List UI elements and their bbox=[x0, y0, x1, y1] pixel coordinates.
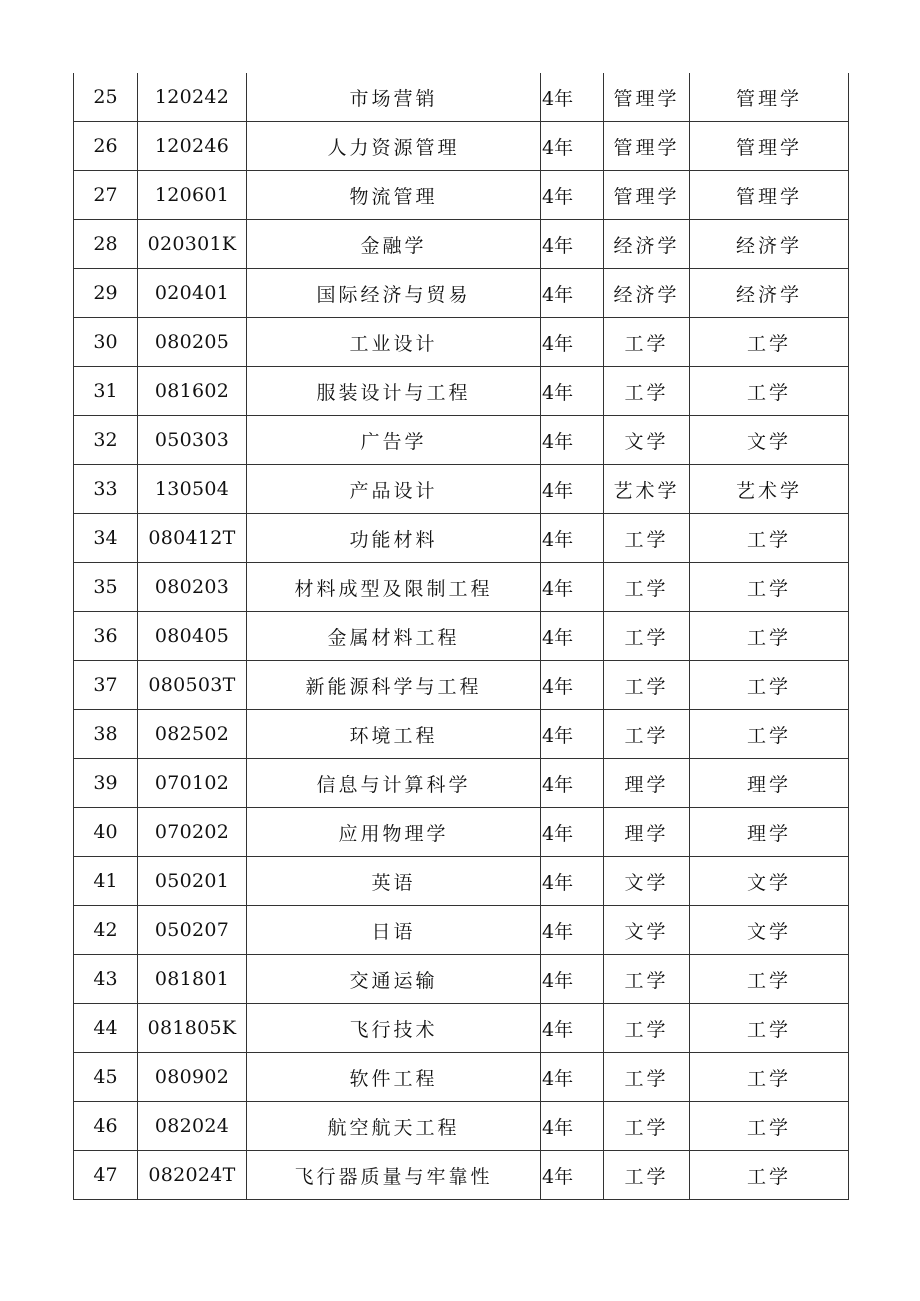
discipline-category-cell: 工学 bbox=[604, 710, 690, 759]
degree-type-cell: 工学 bbox=[690, 612, 849, 661]
row-number-cell: 39 bbox=[74, 759, 138, 808]
discipline-category-cell: 文学 bbox=[604, 857, 690, 906]
major-name-cell: 日语 bbox=[247, 906, 541, 955]
major-code-cell: 081801 bbox=[138, 955, 247, 1004]
row-number-cell: 36 bbox=[74, 612, 138, 661]
table-row bbox=[74, 563, 849, 612]
degree-type-cell: 文学 bbox=[690, 416, 849, 465]
major-code-cell: 082024 bbox=[138, 1102, 247, 1151]
table-row bbox=[74, 955, 849, 1004]
major-code-cell: 070202 bbox=[138, 808, 247, 857]
major-name-cell: 金属材料工程 bbox=[247, 612, 541, 661]
major-name-cell: 环境工程 bbox=[247, 710, 541, 759]
major-name-cell: 新能源科学与工程 bbox=[247, 661, 541, 710]
discipline-category-cell: 艺术学 bbox=[604, 465, 690, 514]
degree-type-cell: 工学 bbox=[690, 1053, 849, 1102]
degree-type-cell: 理学 bbox=[690, 759, 849, 808]
row-number-cell: 47 bbox=[74, 1151, 138, 1200]
row-number-cell: 46 bbox=[74, 1102, 138, 1151]
degree-type-cell: 工学 bbox=[690, 563, 849, 612]
discipline-category-cell: 理学 bbox=[604, 808, 690, 857]
row-number-cell: 45 bbox=[74, 1053, 138, 1102]
table-row bbox=[74, 710, 849, 759]
major-name-cell: 软件工程 bbox=[247, 1053, 541, 1102]
duration-cell: 4年 bbox=[541, 612, 604, 661]
major-code-cell: 020301K bbox=[138, 220, 247, 269]
table-row bbox=[74, 514, 849, 563]
major-name-cell: 金融学 bbox=[247, 220, 541, 269]
table-row bbox=[74, 1151, 849, 1200]
degree-type-cell: 工学 bbox=[690, 710, 849, 759]
table-row bbox=[74, 857, 849, 906]
major-name-cell: 材料成型及限制工程 bbox=[247, 563, 541, 612]
table-row bbox=[74, 318, 849, 367]
row-number-cell: 43 bbox=[74, 955, 138, 1004]
degree-type-cell: 经济学 bbox=[690, 269, 849, 318]
duration-cell: 4年 bbox=[541, 465, 604, 514]
major-code-cell: 120246 bbox=[138, 122, 247, 171]
discipline-category-cell: 管理学 bbox=[604, 73, 690, 122]
discipline-category-cell: 工学 bbox=[604, 1102, 690, 1151]
table-row bbox=[74, 416, 849, 465]
discipline-category-cell: 工学 bbox=[604, 514, 690, 563]
table-row bbox=[74, 808, 849, 857]
table-row bbox=[74, 906, 849, 955]
row-number-cell: 34 bbox=[74, 514, 138, 563]
duration-cell: 4年 bbox=[541, 269, 604, 318]
discipline-category-cell: 理学 bbox=[604, 759, 690, 808]
row-number-cell: 44 bbox=[74, 1004, 138, 1053]
duration-cell: 4年 bbox=[541, 955, 604, 1004]
table-row bbox=[74, 220, 849, 269]
table-row bbox=[74, 367, 849, 416]
major-code-cell: 070102 bbox=[138, 759, 247, 808]
row-number-cell: 31 bbox=[74, 367, 138, 416]
major-code-cell: 080902 bbox=[138, 1053, 247, 1102]
duration-cell: 4年 bbox=[541, 122, 604, 171]
major-code-cell: 120242 bbox=[138, 73, 247, 122]
table-row bbox=[74, 612, 849, 661]
degree-type-cell: 工学 bbox=[690, 514, 849, 563]
duration-cell: 4年 bbox=[541, 563, 604, 612]
major-code-cell: 082502 bbox=[138, 710, 247, 759]
discipline-category-cell: 工学 bbox=[604, 661, 690, 710]
discipline-category-cell: 工学 bbox=[604, 563, 690, 612]
row-number-cell: 27 bbox=[74, 171, 138, 220]
major-code-cell: 080205 bbox=[138, 318, 247, 367]
discipline-category-cell: 工学 bbox=[604, 1004, 690, 1053]
duration-cell: 4年 bbox=[541, 416, 604, 465]
degree-type-cell: 文学 bbox=[690, 857, 849, 906]
table-row bbox=[74, 1004, 849, 1053]
duration-cell: 4年 bbox=[541, 318, 604, 367]
major-name-cell: 功能材料 bbox=[247, 514, 541, 563]
discipline-category-cell: 管理学 bbox=[604, 171, 690, 220]
major-code-cell: 081805K bbox=[138, 1004, 247, 1053]
degree-type-cell: 工学 bbox=[690, 1004, 849, 1053]
discipline-category-cell: 工学 bbox=[604, 955, 690, 1004]
duration-cell: 4年 bbox=[541, 514, 604, 563]
major-name-cell: 应用物理学 bbox=[247, 808, 541, 857]
majors-table-body bbox=[74, 73, 849, 1200]
major-code-cell: 082024T bbox=[138, 1151, 247, 1200]
major-code-cell: 130504 bbox=[138, 465, 247, 514]
discipline-category-cell: 经济学 bbox=[604, 220, 690, 269]
major-code-cell: 050303 bbox=[138, 416, 247, 465]
major-name-cell: 工业设计 bbox=[247, 318, 541, 367]
degree-type-cell: 工学 bbox=[690, 1151, 849, 1200]
major-code-cell: 080503T bbox=[138, 661, 247, 710]
discipline-category-cell: 工学 bbox=[604, 1151, 690, 1200]
table-row bbox=[74, 171, 849, 220]
major-code-cell: 050207 bbox=[138, 906, 247, 955]
duration-cell: 4年 bbox=[541, 906, 604, 955]
row-number-cell: 29 bbox=[74, 269, 138, 318]
table-row bbox=[74, 661, 849, 710]
degree-type-cell: 工学 bbox=[690, 955, 849, 1004]
discipline-category-cell: 文学 bbox=[604, 906, 690, 955]
table-row bbox=[74, 269, 849, 318]
row-number-cell: 42 bbox=[74, 906, 138, 955]
major-name-cell: 服装设计与工程 bbox=[247, 367, 541, 416]
major-code-cell: 120601 bbox=[138, 171, 247, 220]
discipline-category-cell: 工学 bbox=[604, 318, 690, 367]
duration-cell: 4年 bbox=[541, 73, 604, 122]
degree-type-cell: 管理学 bbox=[690, 171, 849, 220]
duration-cell: 4年 bbox=[541, 808, 604, 857]
major-code-cell: 050201 bbox=[138, 857, 247, 906]
degree-type-cell: 文学 bbox=[690, 906, 849, 955]
major-name-cell: 物流管理 bbox=[247, 171, 541, 220]
table-row bbox=[74, 759, 849, 808]
degree-type-cell: 管理学 bbox=[690, 122, 849, 171]
table-row bbox=[74, 73, 849, 122]
duration-cell: 4年 bbox=[541, 220, 604, 269]
discipline-category-cell: 文学 bbox=[604, 416, 690, 465]
row-number-cell: 38 bbox=[74, 710, 138, 759]
duration-cell: 4年 bbox=[541, 1053, 604, 1102]
major-name-cell: 飞行技术 bbox=[247, 1004, 541, 1053]
major-code-cell: 080405 bbox=[138, 612, 247, 661]
degree-type-cell: 工学 bbox=[690, 661, 849, 710]
major-code-cell: 080412T bbox=[138, 514, 247, 563]
major-code-cell: 020401 bbox=[138, 269, 247, 318]
table-row bbox=[74, 122, 849, 171]
discipline-category-cell: 工学 bbox=[604, 367, 690, 416]
duration-cell: 4年 bbox=[541, 1004, 604, 1053]
major-name-cell: 航空航天工程 bbox=[247, 1102, 541, 1151]
table-row bbox=[74, 1102, 849, 1151]
major-name-cell: 国际经济与贸易 bbox=[247, 269, 541, 318]
row-number-cell: 32 bbox=[74, 416, 138, 465]
major-name-cell: 广告学 bbox=[247, 416, 541, 465]
major-name-cell: 英语 bbox=[247, 857, 541, 906]
degree-type-cell: 工学 bbox=[690, 318, 849, 367]
row-number-cell: 28 bbox=[74, 220, 138, 269]
discipline-category-cell: 工学 bbox=[604, 1053, 690, 1102]
discipline-category-cell: 管理学 bbox=[604, 122, 690, 171]
duration-cell: 4年 bbox=[541, 759, 604, 808]
major-name-cell: 交通运输 bbox=[247, 955, 541, 1004]
major-name-cell: 产品设计 bbox=[247, 465, 541, 514]
discipline-category-cell: 经济学 bbox=[604, 269, 690, 318]
duration-cell: 4年 bbox=[541, 710, 604, 759]
majors-table bbox=[73, 73, 849, 1200]
row-number-cell: 35 bbox=[74, 563, 138, 612]
duration-cell: 4年 bbox=[541, 1151, 604, 1200]
major-name-cell: 信息与计算科学 bbox=[247, 759, 541, 808]
duration-cell: 4年 bbox=[541, 171, 604, 220]
row-number-cell: 37 bbox=[74, 661, 138, 710]
major-code-cell: 080203 bbox=[138, 563, 247, 612]
degree-type-cell: 管理学 bbox=[690, 73, 849, 122]
row-number-cell: 40 bbox=[74, 808, 138, 857]
row-number-cell: 26 bbox=[74, 122, 138, 171]
row-number-cell: 41 bbox=[74, 857, 138, 906]
table-row bbox=[74, 465, 849, 514]
row-number-cell: 25 bbox=[74, 73, 138, 122]
duration-cell: 4年 bbox=[541, 1102, 604, 1151]
degree-type-cell: 艺术学 bbox=[690, 465, 849, 514]
degree-type-cell: 工学 bbox=[690, 367, 849, 416]
major-name-cell: 市场营销 bbox=[247, 73, 541, 122]
degree-type-cell: 工学 bbox=[690, 1102, 849, 1151]
majors-table-container bbox=[73, 73, 848, 1200]
degree-type-cell: 经济学 bbox=[690, 220, 849, 269]
discipline-category-cell: 工学 bbox=[604, 612, 690, 661]
major-name-cell: 人力资源管理 bbox=[247, 122, 541, 171]
duration-cell: 4年 bbox=[541, 367, 604, 416]
degree-type-cell: 理学 bbox=[690, 808, 849, 857]
row-number-cell: 30 bbox=[74, 318, 138, 367]
major-code-cell: 081602 bbox=[138, 367, 247, 416]
table-row bbox=[74, 1053, 849, 1102]
duration-cell: 4年 bbox=[541, 661, 604, 710]
duration-cell: 4年 bbox=[541, 857, 604, 906]
row-number-cell: 33 bbox=[74, 465, 138, 514]
major-name-cell: 飞行器质量与牢靠性 bbox=[247, 1151, 541, 1200]
